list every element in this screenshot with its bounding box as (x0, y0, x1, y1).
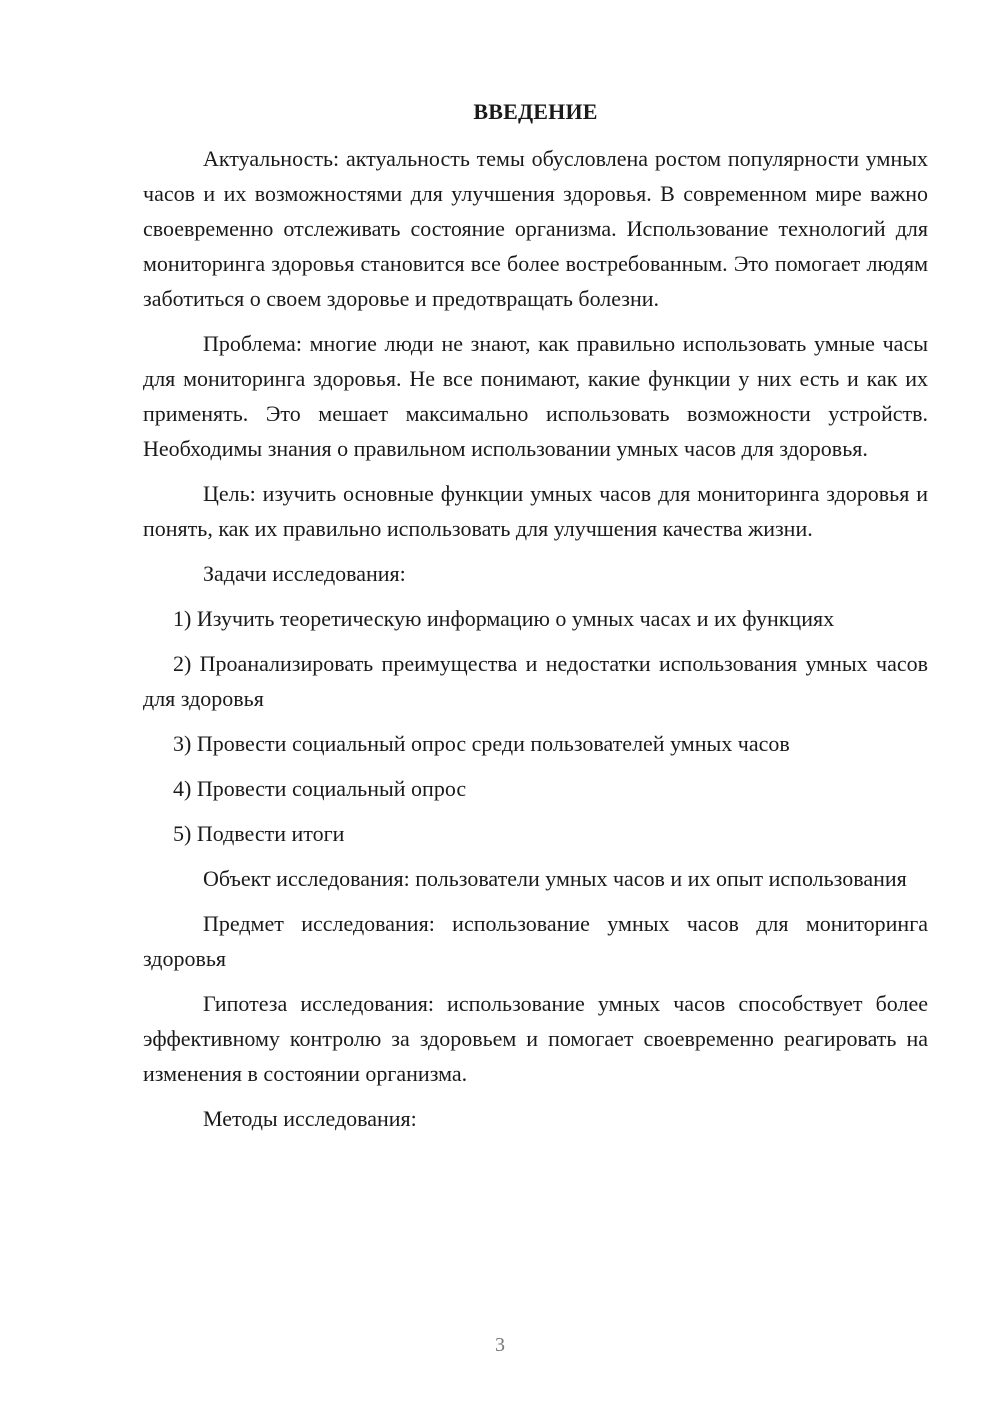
section-title: ВВЕДЕНИЕ (473, 99, 598, 124)
paragraph-subject: Предмет исследования: использование умных часов для мониторинга здоровья (143, 911, 928, 971)
paragraph-relevance: Актуальность: актуальность темы обусловлена ростом популярности умных часов и их возможностями для улучшения здоровья. В современном мире важно своевременно отслеживать состояние организма. Использование технологий для мониторинга здоровья становится все более востребованным. Это помогает людям заботиться о своем здоровье и предотвращать болезни. (143, 146, 928, 311)
paragraph-object: Объект исследования: пользователи умных часов и их опыт использования (203, 866, 907, 891)
methods-heading: Методы исследования: (203, 1106, 417, 1131)
task-item-5: 5) Подвести итоги (173, 821, 345, 846)
document-page (143, 94, 928, 1146)
paragraph-hypothesis: Гипотеза исследования: использование умных часов способствует более эффективному контролю за здоровьем и помогает своевременно реагировать на изменения в состоянии организма. (143, 991, 928, 1086)
task-item-3: 3) Провести социальный опрос среди пользователей умных часов (173, 731, 790, 756)
task-item-4: 4) Провести социальный опрос (173, 776, 467, 801)
task-item-2: 2) Проанализировать преимущества и недостатки использования умных часов для здоровья (143, 651, 928, 711)
page-number: 3 (495, 1334, 505, 1356)
task-item-1: 1) Изучить теоретическую информацию о умных часах и их функциях (173, 606, 835, 631)
tasks-heading: Задачи исследования: (203, 561, 406, 586)
paragraph-goal: Цель: изучить основные функции умных часов для мониторинга здоровья и понять, как их правильно использовать для улучшения качества жизни. (143, 481, 928, 541)
paragraph-problem: Проблема: многие люди не знают, как правильно использовать умные часы для мониторинга здоровья. Не все понимают, какие функции у них есть и как их применять. Это мешает максимально использовать возможности устройств. Необходимы знания о правильном использовании умных часов для здоровья. (143, 331, 928, 461)
